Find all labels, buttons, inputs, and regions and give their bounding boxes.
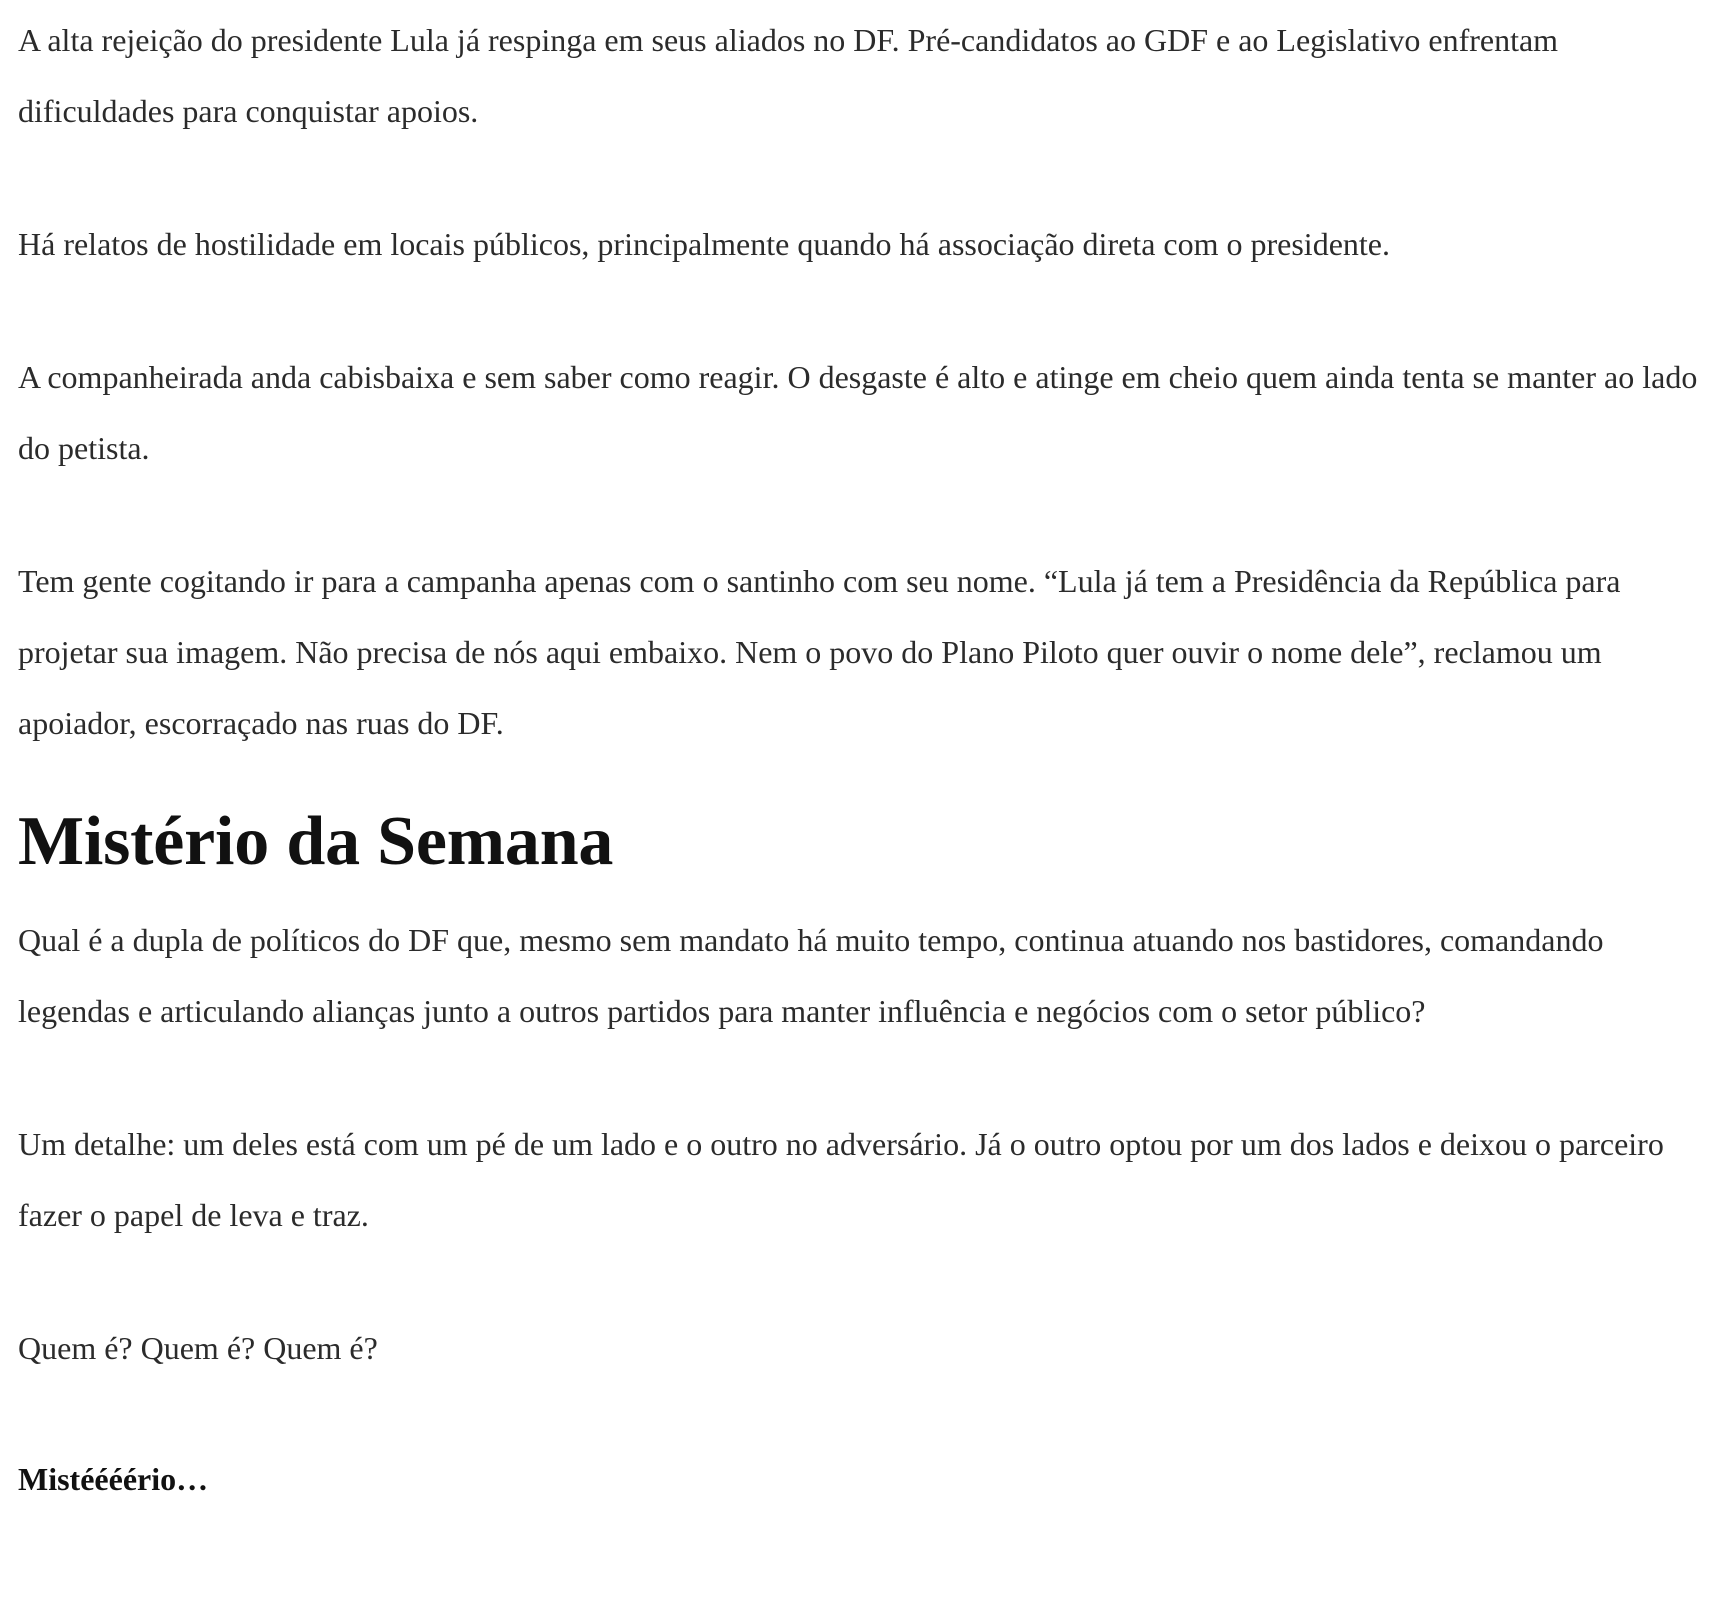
section-title: Mistério da Semana (18, 803, 614, 880)
paragraph-who-is-it: Quem é? Quem é? Quem é? (18, 1330, 378, 1366)
closing-text: Mistéééério… (18, 1461, 209, 1497)
paragraph-rejection: A alta rejeição do presidente Lula já respinga em seus aliados no DF. Pré-candidatos ao GDF e ao Legislativo enfrentam dificuldades para conquistar apoios. (18, 22, 1559, 129)
paragraph-santinho: Tem gente cogitando ir para a campanha apenas com o santinho com seu nome. “Lula já tem a Presidência da República para projetar sua imagem. Não precisa de nós aqui embaixo. Nem o povo do Plano Piloto quer ouvir o nome dele”, reclamou um apoiador, escorraçado nas ruas do DF. (18, 563, 1621, 741)
article-body (0, 5, 1700, 1515)
paragraph-companheirada: A companheirada anda cabisbaixa e sem saber como reagir. O desgaste é alto e atinge em cheio quem ainda tenta se manter ao lado do petista. (18, 359, 1698, 466)
paragraph-mystery-detail: Um detalhe: um deles está com um pé de um lado e o outro no adversário. Já o outro optou por um dos lados e deixou o parceiro fazer o papel de leva e traz. (18, 1126, 1664, 1233)
paragraph-mystery-question: Qual é a dupla de políticos do DF que, mesmo sem mandato há muito tempo, continua atuando nos bastidores, comandando legendas e articulando alianças junto a outros partidos para manter influência e negócios com o setor público? (18, 922, 1604, 1029)
paragraph-hostility: Há relatos de hostilidade em locais públicos, principalmente quando há associação direta com o presidente. (18, 226, 1390, 262)
